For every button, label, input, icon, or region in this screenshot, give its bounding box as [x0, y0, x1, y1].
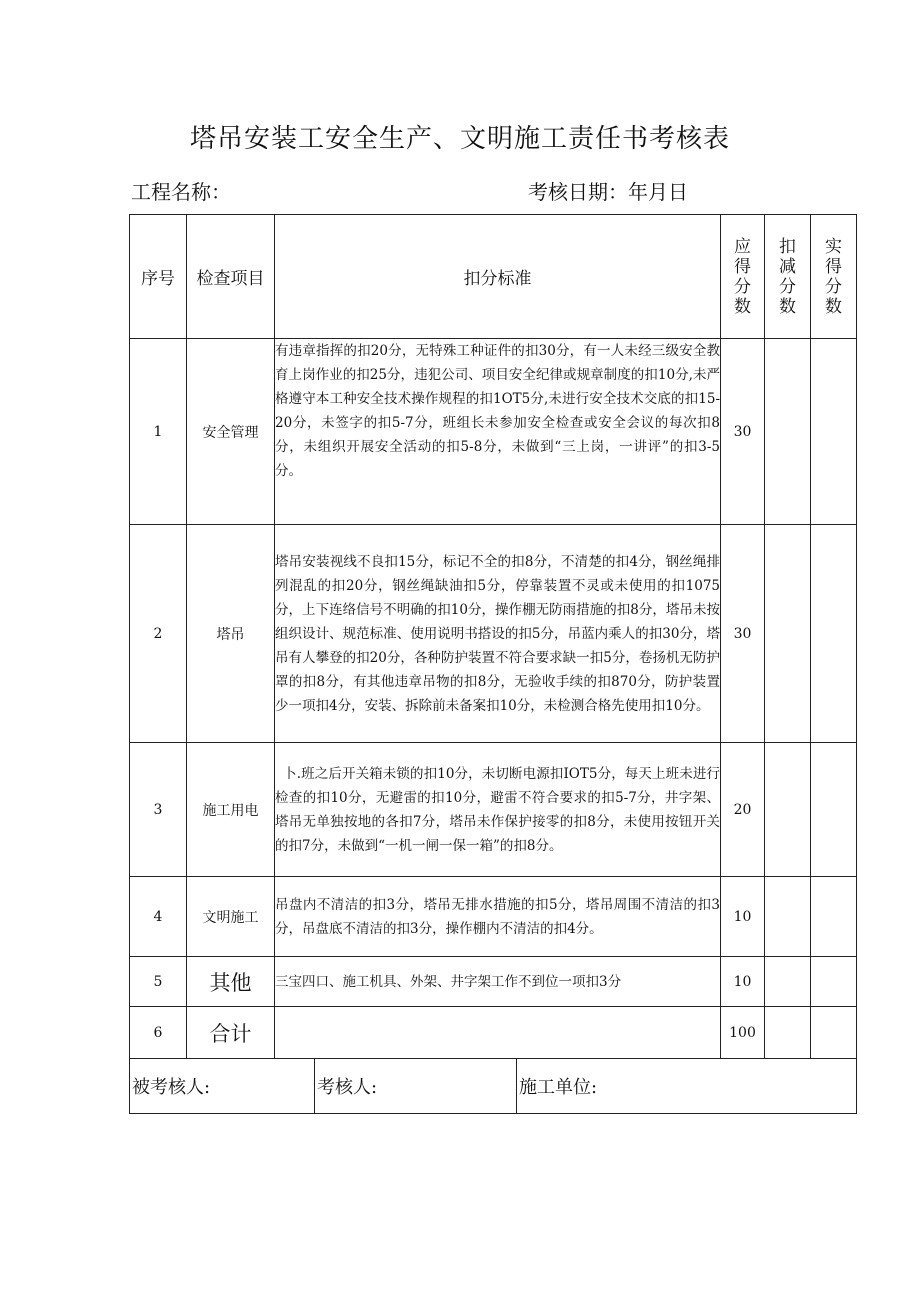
row-due-score: 30 — [721, 525, 765, 743]
header-due-score: 应得分数 — [734, 236, 751, 317]
row-item: 文明施工 — [187, 877, 275, 957]
project-name-label: 工程名称： — [131, 180, 231, 204]
row-actual-score — [811, 525, 857, 743]
header-item: 检查项目 — [187, 215, 275, 339]
row-standard: 三宝四口、施工机具、外架、井字架工作不到位一项扣3分 — [275, 957, 721, 1007]
page-title: 塔吊安装工安全生产、文明施工责任书考核表 — [189, 124, 730, 154]
row-actual-score — [811, 1007, 857, 1059]
row-item: 合计 — [187, 1007, 275, 1059]
row-standard: 卜.班之后开关箱未锁的扣10分，未切断电源扣IOT5分，每天上班未进行检查的扣10分，无避雷的扣10分，避雷不符合要求的扣5-7分，井字架、塔吊无单独按地的各扣7分，塔吊未作保护接零的扣8分，未使用按钮开关的扣7分，未做到“一机一闸一保一箱”的扣8分。 — [275, 743, 721, 877]
table-row — [130, 877, 857, 957]
row-standard: 有违章指挥的扣20分，无特殊工种证件的扣30分，有一人未经三级安全教育上岗作业的扣25分，违犯公司、项目安全纪律或规章制度的扣10分,未严格遵守本工种安全技术操作规程的扣1OT5分,未进行安全技术交底的扣15-20分，未签字的扣5-7分，班组长未参加安全检查或安全会议的每次扣8分，未组织开展安全活动的扣5-8分，未做到“三上岗，一讲评”的扣3-5分。 — [275, 339, 721, 525]
row-no: 1 — [130, 339, 187, 525]
row-deduct-score — [765, 1007, 811, 1059]
row-due-score: 100 — [721, 1007, 765, 1059]
row-due-score: 20 — [721, 743, 765, 877]
assessment-date-label: 考核日期：年月日 — [528, 180, 688, 204]
row-due-score: 30 — [721, 339, 765, 525]
row-actual-score — [811, 877, 857, 957]
row-no: 4 — [130, 877, 187, 957]
row-item: 塔吊 — [187, 525, 275, 743]
row-item: 施工用电 — [187, 743, 275, 877]
row-deduct-score — [765, 339, 811, 525]
row-item: 安全管理 — [187, 339, 275, 525]
row-no: 5 — [130, 957, 187, 1007]
assessee-signature-field[interactable]: 被考核人: — [130, 1059, 315, 1114]
table-row — [130, 339, 857, 525]
row-actual-score — [811, 339, 857, 525]
row-due-score: 10 — [721, 877, 765, 957]
table-row — [130, 957, 857, 1007]
header-standard: 扣分标准 — [275, 215, 721, 339]
row-deduct-score — [765, 743, 811, 877]
assessment-table — [129, 214, 857, 1059]
row-item: 其他 — [187, 957, 275, 1007]
row-actual-score — [811, 957, 857, 1007]
row-actual-score — [811, 743, 857, 877]
row-no: 6 — [130, 1007, 187, 1059]
header-no: 序号 — [130, 215, 187, 339]
signature-table — [129, 1058, 857, 1114]
table-row — [130, 525, 857, 743]
row-deduct-score — [765, 877, 811, 957]
table-row-total — [130, 1007, 857, 1059]
row-no: 3 — [130, 743, 187, 877]
table-row — [130, 743, 857, 877]
row-no: 2 — [130, 525, 187, 743]
row-standard: 塔吊安装视线不良扣15分，标记不全的扣8分，不清楚的扣4分，钢丝绳排列混乱的扣20分，钢丝绳缺油扣5分，停靠装置不灵或未使用的扣1075分，上下连络信号不明确的扣10分，操作棚无防雨措施的扣8分，塔吊未按组织设计、规范标准、使用说明书搭设的扣5分，吊蓝内乘人的扣30分，塔吊有人攀登的扣20分，各种防护装置不符合要求缺一扣5分，卷扬机无防护罩的扣8分，有其他违章吊物的扣8分，无验收手续的扣870分，防护装置少一项扣4分，安装、拆除前未备案扣10分，未检测合格先使用扣10分。 — [275, 525, 721, 743]
assessor-signature-field[interactable]: 考核人: — [315, 1059, 517, 1114]
construction-unit-field[interactable]: 施工单位: — [517, 1059, 857, 1114]
header-actual-score: 实得分数 — [825, 236, 842, 317]
row-deduct-score — [765, 525, 811, 743]
table-header-row — [130, 215, 857, 339]
row-standard — [275, 1007, 721, 1059]
row-standard: 吊盘内不清洁的扣3分，塔吊无排水措施的扣5分，塔吊周围不清洁的扣3分，吊盘底不清洁的扣3分，操作棚内不清洁的扣4分。 — [275, 877, 721, 957]
row-due-score: 10 — [721, 957, 765, 1007]
header-deduct-score: 扣减分数 — [779, 236, 796, 317]
row-deduct-score — [765, 957, 811, 1007]
